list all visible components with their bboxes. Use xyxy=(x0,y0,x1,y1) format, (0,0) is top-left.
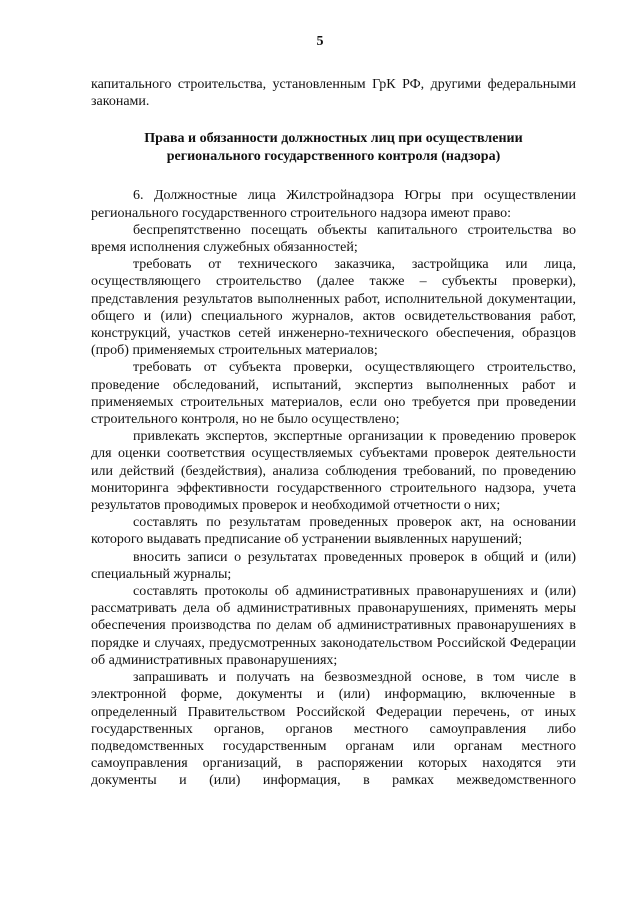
section-heading-line-2: регионального государственного контроля (надзора) xyxy=(166,148,501,164)
page-number: 5 xyxy=(316,34,324,49)
right-engage-experts: привлекать экспертов, экспертные организации к проведению проверок для оценки соответствия осуществляемых субъектами проверок деятельности или действий (бездействия), анализа соблюдения требований, по проведению мониторинга эффективности государственного строительного надзора, учета результатов проводимых проверок и необходимой отчетности о них; xyxy=(91,429,576,514)
right-journal-entries: вносить записи о результатах проведенных проверок в общий и (или) специальный журналы; xyxy=(91,549,576,582)
paragraph-6: 6. Должностные лица Жилстройнадзора Югры при осуществлении регионального государственного строительного надзора имеют право: xyxy=(91,188,576,221)
section-heading-line-1: Права и обязанности должностных лиц при осуществлении xyxy=(144,131,523,147)
right-request-information: запрашивать и получать на безвозмездной основе, в том числе в электронной форме, документы и (или) информацию, включенные в определенный Правительством Российской Федерации перечень, от иных государственных органов, органов местного самоуправления либо подведомственных государственным органам или органам местного самоуправления организаций, в распоряжении которых находятся эти документы и (или) информация, в рамках межведомственного xyxy=(91,670,576,789)
intro-paragraph: капитального строительства, установленным ГрК РФ, другими федеральными законами. xyxy=(91,77,576,110)
right-administrative-protocols: составлять протоколы об административных правонарушениях и (или) рассматривать дела об административных правонарушениях, применять меры обеспечения производства по делам об административных правонарушениях в порядке и случаях, предусмотренных законодательством Российской Федерации об административных правонарушениях; xyxy=(91,584,576,668)
right-request-documents: требовать от технического заказчика, застройщика или лица, осуществляющего строительство (далее также – субъекты проверки), представления результатов выполненных работ, исполнительной документации, общего и (или) специального журналов, актов освидетельствования работ, конструкций, участков сетей инженерно-технического обеспечения, образцов (проб) применяемых строительных материалов; xyxy=(91,257,576,359)
right-visit-objects: беспрепятственно посещать объекты капитального строительства во время исполнения служебных обязанностей; xyxy=(91,222,576,256)
section-heading xyxy=(91,130,576,165)
right-draw-up-act: составлять по результатам проведенных проверок акт, на основании которого выдавать предписание об устранении выявленных нарушений; xyxy=(91,515,576,548)
right-request-inspections: требовать от субъекта проверки, осуществляющего строительство, проведение обследований, испытаний, экспертиз выполненных работ и применяемых строительных материалов, если оно требуется при проведении строительного контроля, но не было осуществлено; xyxy=(91,360,576,428)
document-body xyxy=(91,76,576,790)
